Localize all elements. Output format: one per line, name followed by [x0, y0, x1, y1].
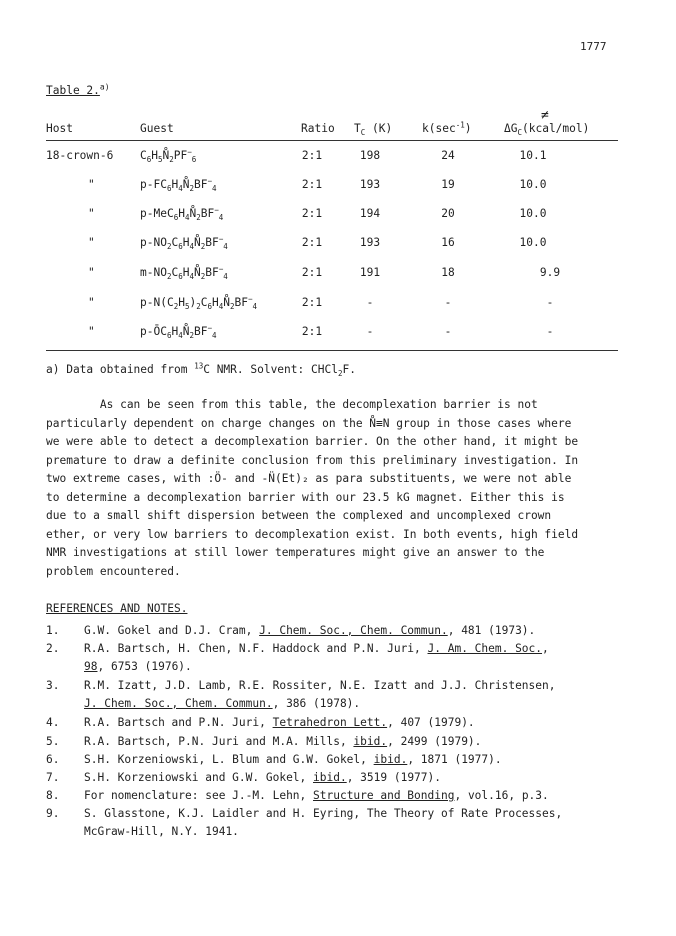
header-host: Host: [46, 122, 73, 135]
table-row: " $m-NO_2C_6H_4N̊_2BF^-_4$ 2:1 191 18 9.9: [88, 264, 561, 282]
references-title: REFERENCES AND NOTES.: [46, 602, 188, 615]
table-row: " $p-ŌC_6H_4N̊_2BF^-_4$ 2:1 - - -: [88, 323, 554, 341]
guest-formula: $m-NO_2C_6H_4N̊_2BF^-_4$: [140, 264, 228, 282]
guest-formula: $p-ŌC_6H_4N̊_2BF^-_4$: [140, 323, 217, 341]
table-row: 18-crown-6 $C_6H_5N̊_2PF^-_6$ 2:1 198 24 10.1: [46, 147, 547, 165]
header-k: $k(\sec^{-1})$: [422, 120, 472, 135]
header-dg-symbol: ≠: [541, 108, 549, 123]
table-row: " $p-N(C_2H_5)_2C_6H_4N̊_2BF^-_4$ 2:1 - - -: [88, 294, 554, 312]
table-footnote: a) Data obtained from $^{13}$C NMR. Solvent: CHCl$_2$F.: [46, 361, 356, 379]
guest-formula: $p-NO_2C_6H_4N̊_2BF^-_4$: [140, 234, 228, 252]
header-dg: $\Delta G_C(kcal/mol)$: [504, 122, 590, 138]
guest-formula: $p-FC_6H_4N̊_2BF^-_4$: [140, 176, 217, 194]
table-row: " $p-MeC_6H_4N̊_2BF^-_4$ 2:1 194 20 10.0: [88, 205, 547, 223]
table-title: Table 2.$^{a)}$: [46, 82, 110, 97]
table-bottom-rule: [46, 350, 618, 351]
table-row: " $p-NO_2C_6H_4N̊_2BF^-_4$ 2:1 193 16 10.0: [88, 234, 547, 252]
table-header-rule: [46, 140, 618, 141]
page-number: 1777: [580, 40, 607, 53]
header-ratio: Ratio: [301, 122, 335, 135]
header-guest: Guest: [140, 122, 174, 135]
guest-formula: $p-MeC_6H_4N̊_2BF^-_4$: [140, 205, 224, 223]
table-row: " $p-FC_6H_4N̊_2BF^-_4$ 2:1 193 19 10.0: [88, 176, 547, 194]
header-tc: $T_C$ (K): [354, 122, 393, 138]
guest-formula: $p-N(C_2H_5)_2C_6H_4N̊_2BF^-_4$: [140, 294, 258, 312]
guest-formula: $C_6H_5N̊_2PF^-_6$: [140, 147, 197, 165]
